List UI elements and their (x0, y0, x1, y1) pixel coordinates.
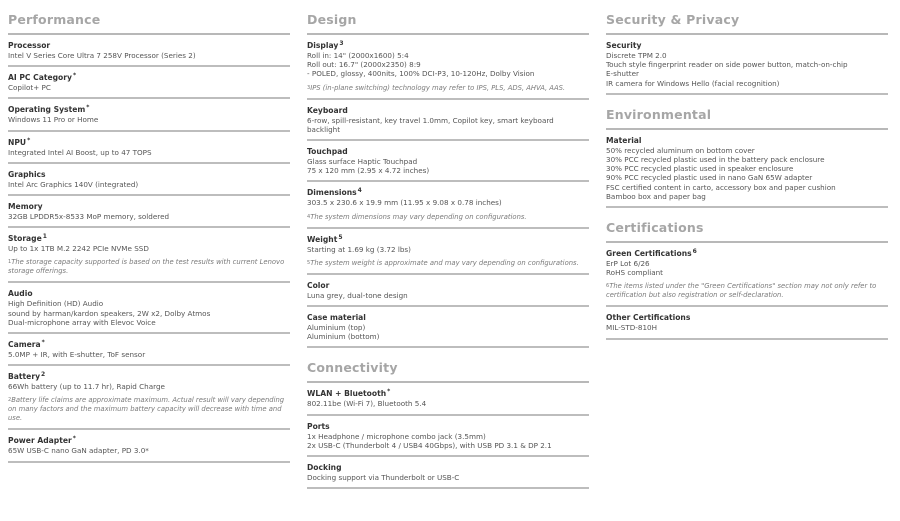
column-2 (307, 0, 589, 489)
spec-item-keyboard (307, 100, 589, 141)
spec-value: Intel Arc Graphics 140V (integrated) (8, 179, 139, 189)
spec-value: Roll out: 16.7" (2000x2350) 8:9 (307, 60, 421, 70)
spec-value: 1x Headphone / microphone combo jack (3.5mm) (307, 431, 486, 441)
spec-value: ErP Lot 6/26 (606, 259, 650, 269)
spec-label (606, 313, 888, 323)
spec-item-weight (307, 229, 589, 275)
spec-item-storage (8, 228, 290, 283)
spec-value: Luna grey, dual-tone design (307, 290, 408, 300)
spec-label (8, 436, 290, 446)
spec-value: Intel V Series Core Ultra 7 258V Processor (Series 2) (8, 51, 196, 60)
footnote-marker: * (27, 136, 31, 144)
spec-label-text: Ports (307, 421, 330, 431)
spec-label-text: Weight (307, 234, 338, 244)
spec-label (606, 41, 888, 51)
footnote-number: 4 (307, 213, 311, 220)
spec-label (307, 41, 589, 51)
spec-label (8, 202, 290, 212)
spec-label-text: Audio (8, 289, 33, 299)
spec-label-text: Security (606, 41, 642, 50)
spec-item-battery (8, 366, 290, 430)
spec-label-text: Green Certifications (606, 249, 692, 259)
spec-value: 50% recycled aluminum on bottom cover (606, 145, 755, 155)
spec-label (307, 389, 589, 399)
spec-item-case-material (307, 307, 589, 348)
section-connectivity (307, 348, 589, 489)
spec-value: 802.11be (Wi-Fi 7), Bluetooth 5.4 (307, 399, 427, 409)
spec-item-ports (307, 416, 589, 457)
spec-label-text: Power Adapter (8, 436, 72, 446)
footnote (8, 396, 290, 423)
spec-value: 90% PCC recycled plastic used in nano GaN 65W adapter (606, 173, 813, 183)
spec-label-text: Battery (8, 372, 41, 382)
spec-label-text: Memory (8, 202, 43, 212)
footnote-text: The system weight is approximate and may vary depending on configurations. (310, 258, 579, 267)
spec-item-operating-system (8, 99, 290, 131)
spec-label (307, 313, 589, 323)
footnote-number: 2 (8, 397, 12, 404)
spec-value: 65W USB-C nano GaN adapter, PD 3.0* (8, 446, 149, 456)
spec-value: Windows 11 Pro or Home (8, 115, 99, 125)
spec-value: Discrete TPM 2.0 (606, 51, 667, 60)
spec-label-text: Graphics (8, 169, 46, 179)
spec-item-processor (8, 35, 290, 67)
spec-item-audio (8, 283, 290, 334)
spec-value: - POLED, glossy, 400nits, 100% DCI-P3, 10-120Hz, Dolby Vision (307, 69, 535, 79)
footnote-number: 5 (307, 259, 311, 266)
spec-value: Dual-microphone array with Elevoc Voice (8, 317, 156, 327)
spec-label (606, 136, 888, 146)
spec-item-color (307, 275, 589, 307)
spec-item-touchpad (307, 141, 589, 182)
spec-item-docking (307, 457, 589, 489)
footnote (8, 258, 290, 276)
spec-value: High Definition (HD) Audio (8, 299, 104, 309)
spec-value: 32GB LPDDR5x-8533 MoP memory, soldered (8, 212, 170, 222)
footnote-text: Battery life claims are approximate maximum. Actual result will vary depending on many factors and the maximum battery capacity will decrease with time and use. (8, 396, 285, 423)
spec-label (307, 463, 589, 473)
section-title: Connectivity (307, 348, 589, 383)
spec-value: FSC certified content in carto, accessory box and paper cushion (606, 182, 836, 192)
section-title: Performance (8, 0, 290, 35)
spec-value: 2x USB-C (Thunderbolt 4 / USB4 40Gbps), with USB PD 3.1 & DP 2.1 (307, 440, 552, 450)
spec-item-ai-pc-category (8, 67, 290, 99)
footnote-marker: 5 (338, 233, 343, 241)
spec-item-material (606, 130, 888, 208)
spec-item-security (606, 35, 888, 95)
section-security-privacy (606, 0, 888, 95)
spec-label (307, 281, 589, 291)
spec-label-text: Dimensions (307, 188, 357, 198)
spec-label (307, 422, 589, 432)
spec-label-text: Touchpad (307, 147, 348, 157)
spec-label (8, 340, 290, 350)
footnote-text: IPS (in-plane switching) technology may refer to IPS, PLS, ADS, AHVA, AAS. (310, 83, 566, 92)
footnote-text: The system dimensions may vary depending on configurations. (310, 212, 527, 221)
spec-label (8, 105, 290, 115)
spec-label-text: Color (307, 280, 330, 290)
section-certifications (606, 208, 888, 340)
spec-value: Up to 1x 1TB M.2 2242 PCIe NVMe SSD (8, 244, 149, 254)
spec-value: 66Wh battery (up to 11.7 hr), Rapid Charge (8, 382, 165, 392)
footnote (307, 213, 589, 222)
spec-label-text: Material (606, 135, 642, 145)
spec-item-power-adapter (8, 430, 290, 462)
spec-item-camera (8, 334, 290, 366)
spec-label-text: Processor (8, 41, 51, 50)
spec-item-display (307, 35, 589, 100)
section-title: Design (307, 0, 589, 35)
column-3 (606, 0, 888, 340)
spec-value: 5.0MP + IR, with E-shutter, ToF sensor (8, 350, 146, 360)
spec-value: 30% PCC recycled plastic used in the battery pack enclosure (606, 155, 825, 165)
spec-item-wlan-bluetooth (307, 383, 589, 415)
footnote (606, 282, 888, 300)
spec-value: Copilot+ PC (8, 83, 51, 93)
footnote-number: 3 (307, 84, 311, 91)
spec-value: IR camera for Windows Hello (facial recognition) (606, 78, 780, 88)
spec-value: 6-row, spill-resistant, key travel 1.0mm, Copilot key, smart keyboard (307, 115, 554, 125)
section-performance (8, 0, 290, 463)
footnote-number: 1 (8, 259, 12, 266)
footnote-marker: 4 (357, 187, 362, 195)
spec-label-text: Case material (307, 313, 366, 323)
spec-value: E-shutter (606, 69, 640, 79)
spec-item-green-certifications (606, 243, 888, 307)
spec-label (8, 41, 290, 51)
spec-label (8, 234, 290, 244)
spec-value: Aluminium (bottom) (307, 332, 380, 342)
spec-value: Glass surface Haptic Touchpad (307, 157, 418, 167)
footnote-marker: * (72, 435, 76, 443)
spec-label (307, 235, 589, 245)
spec-value: 303.5 x 230.6 x 19.9 mm (11.95 x 9.08 x 0.78 inches) (307, 198, 502, 208)
spec-label (307, 147, 589, 157)
spec-value: Docking support via Thunderbolt or USB-C (307, 473, 460, 483)
spec-item-dimensions (307, 182, 589, 228)
footnote-marker: 6 (692, 248, 697, 256)
footnote-marker: 3 (339, 40, 344, 47)
spec-label (8, 289, 290, 299)
footnote-marker: 1 (42, 233, 47, 241)
spec-item-other-certifications (606, 307, 888, 339)
spec-label-text: Storage (8, 234, 42, 244)
spec-value: backlight (307, 124, 341, 134)
spec-label-text: Display (307, 41, 339, 50)
spec-label-text: Keyboard (307, 105, 348, 115)
column-1 (8, 0, 290, 463)
spec-value: sound by harman/kardon speakers, 2W x2, Dolby Atmos (8, 308, 211, 318)
footnote (307, 259, 589, 268)
footnote-marker: * (86, 104, 90, 112)
footnote (307, 84, 589, 93)
footnote-marker: 2 (41, 371, 46, 379)
spec-value: MIL-STD-810H (606, 323, 657, 333)
spec-value: 30% PCC recycled plastic used in speaker enclosure (606, 164, 794, 174)
spec-label-text: Operating System (8, 105, 86, 115)
spec-item-graphics (8, 164, 290, 196)
spec-value: Aluminium (top) (307, 323, 366, 333)
spec-value: Starting at 1.69 kg (3.72 lbs) (307, 244, 411, 254)
footnote-number: 6 (606, 283, 610, 290)
spec-label-text: Camera (8, 340, 41, 350)
spec-value: Roll in: 14" (2000x1600) 5:4 (307, 51, 409, 60)
spec-label-text: Docking (307, 463, 342, 473)
spec-item-memory (8, 196, 290, 228)
footnote-marker: * (72, 72, 77, 80)
section-title: Certifications (606, 208, 888, 243)
spec-value: Touch style fingerprint reader on side power button, match-on-chip (606, 60, 848, 70)
spec-label (8, 372, 290, 382)
spec-value: RoHS compliant (606, 268, 664, 278)
spec-label (307, 188, 589, 198)
footnote-marker: * (41, 339, 45, 347)
spec-value: 75 x 120 mm (2.95 x 4.72 inches) (307, 166, 430, 176)
section-title: Security & Privacy (606, 0, 888, 35)
section-design (307, 0, 589, 348)
spec-label-text: AI PC Category (8, 73, 72, 83)
footnote-text: The storage capacity supported is based on the test results with current Lenovo storage offerings. (8, 258, 285, 276)
spec-label-text: WLAN + Bluetooth (307, 389, 387, 399)
footnote-marker: * (387, 388, 391, 396)
spec-label (8, 73, 290, 83)
spec-label-text: Other Certifications (606, 313, 691, 323)
spec-label (8, 170, 290, 180)
footnote-text: The items listed under the "Green Certifications" section may not only refer to certification but also registration or self-declaration. (606, 282, 877, 300)
spec-item-npu (8, 132, 290, 164)
section-title: Environmental (606, 95, 888, 130)
spec-label (307, 106, 589, 116)
spec-label-text: NPU (8, 137, 27, 147)
spec-label (606, 249, 888, 259)
spec-value: Integrated Intel AI Boost, up to 47 TOPS (8, 147, 152, 157)
spec-label (8, 138, 290, 148)
section-environmental (606, 95, 888, 208)
spec-value: Bamboo box and paper bag (606, 191, 706, 201)
